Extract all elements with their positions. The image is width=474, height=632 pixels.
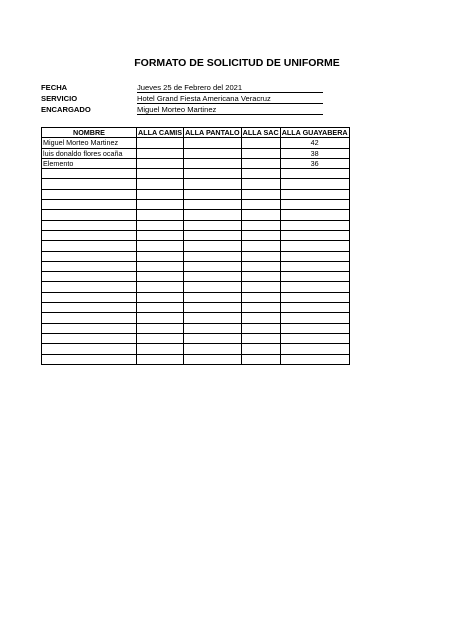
info-section bbox=[41, 82, 323, 115]
empty-cell bbox=[241, 169, 280, 179]
empty-cell bbox=[184, 292, 242, 302]
empty-cell bbox=[42, 241, 137, 251]
empty-cell bbox=[280, 261, 349, 271]
empty-cell bbox=[184, 272, 242, 282]
empty-cell bbox=[241, 261, 280, 271]
empty-cell bbox=[137, 179, 184, 189]
empty-cell bbox=[280, 189, 349, 199]
empty-cell bbox=[184, 220, 242, 230]
cell-pantalon bbox=[184, 138, 242, 148]
empty-cell bbox=[42, 333, 137, 343]
document-title: FORMATO DE SOLICITUD DE UNIFORME bbox=[134, 57, 340, 69]
uniform-table bbox=[41, 127, 350, 365]
cell-guayabera: 36 bbox=[280, 158, 349, 168]
empty-cell bbox=[42, 303, 137, 313]
header-talla-guayabera: ALLA GUAYABERA bbox=[281, 128, 348, 138]
cell-pantalon bbox=[184, 148, 242, 158]
empty-cell bbox=[241, 241, 280, 251]
empty-cell bbox=[280, 272, 349, 282]
empty-cell bbox=[280, 354, 349, 364]
header-talla-camisa: ALLA CAMIS bbox=[138, 128, 183, 138]
empty-cell bbox=[241, 354, 280, 364]
empty-cell bbox=[42, 292, 137, 302]
empty-cell bbox=[137, 241, 184, 251]
empty-table-row bbox=[42, 282, 350, 292]
empty-cell bbox=[241, 272, 280, 282]
empty-cell bbox=[280, 241, 349, 251]
empty-cell bbox=[184, 354, 242, 364]
cell-camisa bbox=[137, 158, 184, 168]
empty-table-row bbox=[42, 230, 350, 240]
empty-cell bbox=[42, 210, 137, 220]
empty-cell bbox=[184, 241, 242, 251]
empty-table-row bbox=[42, 220, 350, 230]
empty-cell bbox=[280, 303, 349, 313]
empty-cell bbox=[280, 282, 349, 292]
empty-cell bbox=[280, 251, 349, 261]
empty-cell bbox=[280, 333, 349, 343]
empty-cell bbox=[280, 292, 349, 302]
empty-cell bbox=[241, 251, 280, 261]
empty-cell bbox=[280, 323, 349, 333]
empty-cell bbox=[241, 220, 280, 230]
cell-saco bbox=[241, 138, 280, 148]
cell-nombre: Elemento bbox=[42, 158, 137, 168]
empty-table-row bbox=[42, 303, 350, 313]
empty-cell bbox=[137, 210, 184, 220]
cell-nombre: Miguel Morteo Martinez bbox=[42, 138, 137, 148]
empty-cell bbox=[241, 313, 280, 323]
empty-cell bbox=[184, 313, 242, 323]
empty-cell bbox=[280, 313, 349, 323]
empty-cell bbox=[137, 200, 184, 210]
empty-cell bbox=[184, 230, 242, 240]
empty-table-row bbox=[42, 313, 350, 323]
info-label: ENCARGADO bbox=[41, 105, 91, 114]
empty-table-row bbox=[42, 261, 350, 271]
empty-cell bbox=[137, 344, 184, 354]
info-row-encargado bbox=[41, 104, 323, 115]
empty-cell bbox=[137, 323, 184, 333]
empty-cell bbox=[42, 272, 137, 282]
empty-cell bbox=[184, 282, 242, 292]
empty-table-row bbox=[42, 189, 350, 199]
empty-cell bbox=[42, 179, 137, 189]
empty-table-row bbox=[42, 333, 350, 343]
empty-table-row bbox=[42, 169, 350, 179]
empty-cell bbox=[137, 189, 184, 199]
empty-cell bbox=[184, 169, 242, 179]
empty-cell bbox=[241, 282, 280, 292]
empty-cell bbox=[137, 333, 184, 343]
empty-table-row bbox=[42, 272, 350, 282]
empty-table-row bbox=[42, 323, 350, 333]
empty-cell bbox=[280, 230, 349, 240]
empty-cell bbox=[184, 261, 242, 271]
empty-cell bbox=[280, 220, 349, 230]
empty-cell bbox=[280, 179, 349, 189]
empty-table-row bbox=[42, 344, 350, 354]
cell-pantalon bbox=[184, 158, 242, 168]
cell-camisa bbox=[137, 148, 184, 158]
empty-cell bbox=[241, 303, 280, 313]
empty-cell bbox=[42, 189, 137, 199]
empty-table-row bbox=[42, 200, 350, 210]
empty-cell bbox=[137, 282, 184, 292]
cell-nombre: luis donaldo flores ocaña bbox=[42, 148, 137, 158]
empty-cell bbox=[280, 200, 349, 210]
cell-saco bbox=[241, 148, 280, 158]
empty-cell bbox=[42, 220, 137, 230]
empty-cell bbox=[241, 344, 280, 354]
info-value: Hotel Grand Fiesta Americana Veracruz bbox=[137, 93, 323, 104]
info-row-fecha bbox=[41, 82, 323, 93]
empty-cell bbox=[241, 333, 280, 343]
empty-cell bbox=[137, 303, 184, 313]
empty-cell bbox=[42, 282, 137, 292]
table-row bbox=[42, 148, 350, 158]
empty-table-row bbox=[42, 241, 350, 251]
empty-cell bbox=[280, 169, 349, 179]
empty-table-row bbox=[42, 251, 350, 261]
info-value: Miguel Morteo Martinez bbox=[137, 104, 323, 115]
info-label: FECHA bbox=[41, 83, 68, 92]
table-row bbox=[42, 138, 350, 148]
empty-cell bbox=[184, 251, 242, 261]
header-talla-pantalon: ALLA PANTALO bbox=[185, 128, 240, 138]
empty-cell bbox=[241, 323, 280, 333]
empty-cell bbox=[42, 169, 137, 179]
header-nombre: NOMBRE bbox=[42, 128, 137, 138]
empty-table-row bbox=[42, 354, 350, 364]
info-label: SERVICIO bbox=[41, 94, 78, 103]
empty-cell bbox=[42, 313, 137, 323]
empty-cell bbox=[137, 230, 184, 240]
empty-cell bbox=[42, 251, 137, 261]
empty-table-row bbox=[42, 210, 350, 220]
header-talla-saco: ALLA SAC bbox=[242, 128, 279, 138]
empty-table-row bbox=[42, 179, 350, 189]
empty-cell bbox=[241, 230, 280, 240]
empty-cell bbox=[42, 354, 137, 364]
info-row-servicio bbox=[41, 93, 323, 104]
empty-cell bbox=[42, 344, 137, 354]
empty-cell bbox=[280, 210, 349, 220]
empty-cell bbox=[184, 210, 242, 220]
table-row bbox=[42, 158, 350, 168]
empty-cell bbox=[280, 344, 349, 354]
empty-cell bbox=[241, 292, 280, 302]
table-header-row bbox=[42, 128, 350, 138]
empty-cell bbox=[241, 179, 280, 189]
empty-cell bbox=[184, 344, 242, 354]
empty-cell bbox=[137, 261, 184, 271]
empty-cell bbox=[137, 251, 184, 261]
empty-cell bbox=[184, 200, 242, 210]
empty-cell bbox=[184, 179, 242, 189]
info-value: Jueves 25 de Febrero del 2021 bbox=[137, 82, 323, 93]
empty-cell bbox=[42, 323, 137, 333]
cell-camisa bbox=[137, 138, 184, 148]
empty-cell bbox=[137, 169, 184, 179]
empty-cell bbox=[184, 303, 242, 313]
empty-cell bbox=[241, 189, 280, 199]
empty-cell bbox=[137, 272, 184, 282]
empty-cell bbox=[137, 292, 184, 302]
empty-cell bbox=[241, 200, 280, 210]
empty-cell bbox=[137, 313, 184, 323]
empty-cell bbox=[184, 189, 242, 199]
empty-table-row bbox=[42, 292, 350, 302]
empty-cell bbox=[137, 220, 184, 230]
cell-guayabera: 38 bbox=[280, 148, 349, 158]
empty-cell bbox=[42, 230, 137, 240]
empty-cell bbox=[184, 323, 242, 333]
empty-cell bbox=[137, 354, 184, 364]
empty-cell bbox=[42, 200, 137, 210]
empty-cell bbox=[42, 261, 137, 271]
empty-cell bbox=[241, 210, 280, 220]
cell-guayabera: 42 bbox=[280, 138, 349, 148]
cell-saco bbox=[241, 158, 280, 168]
empty-cell bbox=[184, 333, 242, 343]
